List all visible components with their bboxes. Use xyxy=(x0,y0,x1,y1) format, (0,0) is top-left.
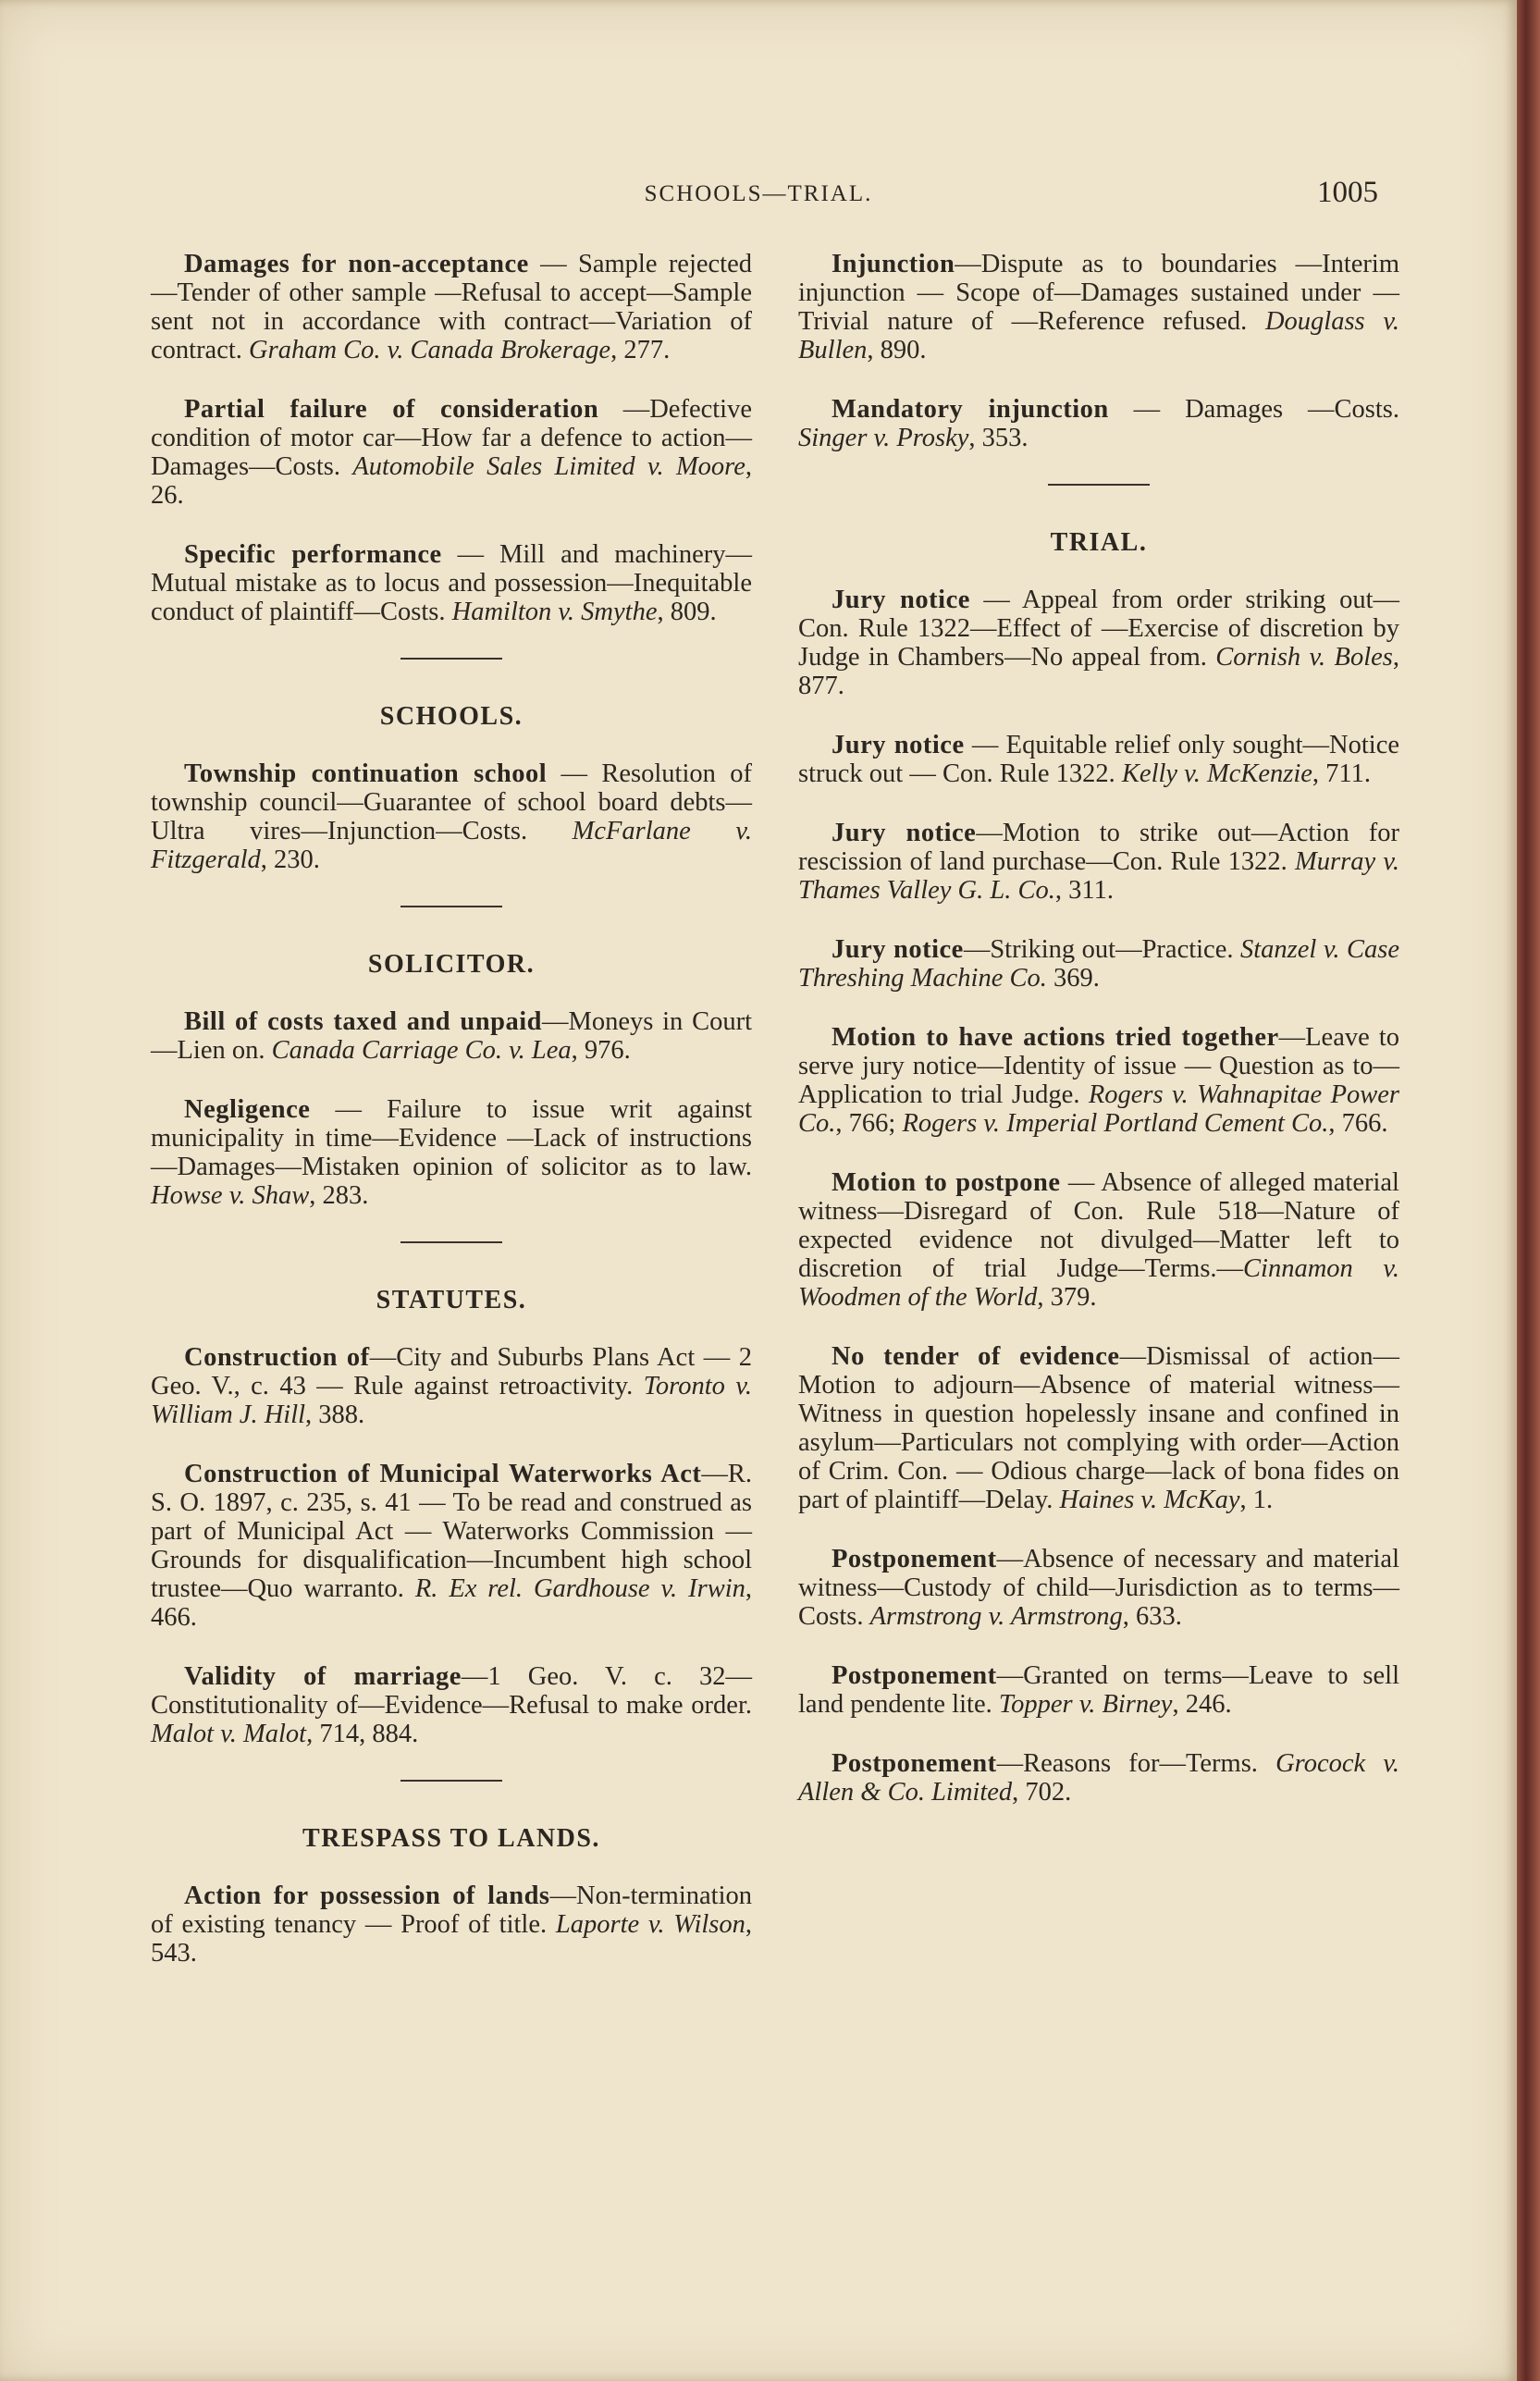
case-citation: Automobile Sales Limited v. Moore xyxy=(352,452,745,481)
case-citation: Graham Co. v. Canada Brokerage xyxy=(249,336,611,364)
section-title: TRIAL. xyxy=(1050,528,1148,557)
page-reference: , 543. xyxy=(151,1910,753,1968)
case-citation: Howse v. Shaw xyxy=(151,1181,310,1210)
entry-heading: Township continuation school xyxy=(184,759,548,788)
index-entry xyxy=(798,1545,1399,1631)
entry-group xyxy=(151,1343,752,1748)
entry-heading: Jury notice xyxy=(832,819,977,847)
index-entry xyxy=(151,250,752,364)
section-divider xyxy=(400,658,502,660)
entry-heading: Specific performance xyxy=(184,540,442,569)
entry-text: —Reasons for—Terms. xyxy=(996,1749,1276,1778)
case-citation: R. Ex rel. Gardhouse v. Irwin xyxy=(414,1574,745,1603)
entry-group xyxy=(798,586,1399,1807)
page-reference: , 379. xyxy=(1037,1283,1097,1312)
entry-text: — Failure to issue writ against municipality in time—Evidence —Lack of instructions—Damages—Mistaken opinion of solicitor as to law. xyxy=(151,1095,752,1181)
page-reference: , 26. xyxy=(151,452,752,510)
page-reference: , 877. xyxy=(798,643,1399,700)
entry-text: —Striking out—Practice. xyxy=(963,935,1240,964)
entry-group xyxy=(151,250,752,626)
entry-text: —Absence of necessary and material witness—Custody of child—Jurisdiction as to terms—Costs. xyxy=(798,1545,1399,1631)
index-entry xyxy=(798,731,1399,788)
index-entry xyxy=(798,1749,1399,1807)
entry-heading: Negligence xyxy=(184,1095,311,1124)
page-reference: , 702. xyxy=(1012,1778,1072,1807)
entry-heading: Injunction xyxy=(832,250,955,278)
case-citation: Topper v. Birney xyxy=(998,1690,1173,1719)
book-binding-edge xyxy=(1517,0,1540,2381)
entry-text: —Defective condition of motor car—How far a defence to action—Damages—Costs. xyxy=(151,395,752,481)
case-citation: Cornish v. Boles xyxy=(1215,643,1393,672)
case-citation: Grocock v. Allen & Co. Limited xyxy=(798,1749,1399,1807)
section-title: TRESPASS TO LANDS. xyxy=(302,1824,600,1853)
page-reference: , 976. xyxy=(571,1036,631,1065)
index-entry xyxy=(151,540,752,626)
section-title: SOLICITOR. xyxy=(367,950,536,979)
page-reference: , 766. xyxy=(1328,1109,1388,1138)
entry-text: — Sample rejected—Tender of other sample —Refusal to accept—Sample sent not in accordance with contract—Variation of contract. xyxy=(151,250,752,364)
page-reference: , 246. xyxy=(1172,1690,1232,1719)
entry-heading: Jury notice xyxy=(832,935,964,964)
entry-text: —City and Suburbs Plans Act — 2 Geo. V., c. 43 — Rule against retroactivity. xyxy=(151,1343,753,1400)
section-divider xyxy=(400,1241,502,1243)
case-citation: Kelly v. McKenzie xyxy=(1121,759,1312,788)
entry-text: —Dismissal of action—Motion to adjourn—Absence of material witness—Witness in question hopelessly insane and confined in asylum—Particulars not complying with order—Action of Crim. Con. — Odious charge—lack of bona fides on part of plaintiff—Delay. xyxy=(798,1342,1399,1514)
entry-heading: No tender of evidence xyxy=(832,1342,1120,1371)
entry-heading: Motion to have actions tried together xyxy=(832,1023,1279,1052)
entry-heading: Motion to postpone xyxy=(832,1168,1061,1197)
entry-text: —Non-termination of existing tenancy — Proof of title. xyxy=(151,1881,752,1939)
entry-heading: Action for possession of lands xyxy=(184,1881,550,1910)
index-entry xyxy=(151,1662,752,1748)
entry-text: — Appeal from order striking out—Con. Rule 1322—Effect of —Exercise of discretion by Judge in Chambers—No appeal from. xyxy=(798,586,1399,672)
page-reference: , 230. xyxy=(260,845,320,874)
case-citation: Toronto v. William J. Hill xyxy=(151,1372,752,1429)
case-citation: Stanzel v. Case Threshing Machine Co. xyxy=(798,935,1399,993)
entry-heading: Postponement xyxy=(832,1749,997,1778)
entry-heading: Validity of marriage xyxy=(184,1662,462,1691)
index-entry xyxy=(798,1661,1399,1719)
entry-heading: Damages for non-acceptance xyxy=(184,250,529,278)
entry-text: — Resolution of township council—Guarantee of school board debts—Ultra vires—Injunction—Costs. xyxy=(151,759,752,845)
entry-text: —Moneys in Court—Lien on. xyxy=(151,1007,753,1065)
case-citation: Rogers v. Wahnapitae Power Co. xyxy=(798,1080,1399,1138)
index-entry xyxy=(151,759,752,874)
page-reference: , 633. xyxy=(1122,1602,1182,1631)
page-reference: , 466. xyxy=(151,1574,752,1632)
page-reference: , 1. xyxy=(1239,1486,1274,1514)
case-citation: Haines v. McKay xyxy=(1059,1486,1240,1514)
page-reference: , 809. xyxy=(657,598,717,626)
index-entry xyxy=(151,1007,752,1065)
index-entry xyxy=(798,1023,1399,1138)
entry-group xyxy=(798,250,1399,452)
page-reference: 369. xyxy=(1046,964,1100,993)
entry-text: —Motion to strike out—Action for rescission of land purchase—Con. Rule 1322. xyxy=(798,819,1399,876)
entry-text: —1 Geo. V. c. 32—Constitutionality of—Evidence—Refusal to make order. xyxy=(151,1662,752,1720)
page-number: 1005 xyxy=(1317,176,1378,209)
page-reference: , 311. xyxy=(1054,876,1114,905)
entry-heading: Partial failure of consideration xyxy=(184,395,599,424)
case-citation: Canada Carriage Co. v. Lea xyxy=(271,1036,572,1065)
section-title: SCHOOLS. xyxy=(379,702,524,731)
index-entry xyxy=(798,1342,1399,1514)
entry-text: — Absence of alleged material witness—Disregard of Con. Rule 518—Nature of expected evidence not divulged—Matter left to discretion of trial Judge—Terms.— xyxy=(798,1168,1399,1283)
case-citation: Armstrong v. Armstrong xyxy=(869,1602,1123,1631)
entry-text: — Equitable relief only sought—Notice struck out — Con. Rule 1322. xyxy=(798,731,1399,788)
entry-heading: Construction of xyxy=(184,1343,370,1372)
section-title: STATUTES. xyxy=(376,1286,527,1314)
entry-heading: Postponement xyxy=(832,1661,997,1690)
case-citation: Murray v. Thames Valley G. L. Co. xyxy=(798,847,1400,905)
case-citation: Rogers v. Imperial Portland Cement Co. xyxy=(902,1109,1329,1138)
entry-text: — Mill and machinery—Mutual mistake as to locus and possession—Inequitable conduct of plaintiff—Costs. xyxy=(151,540,752,626)
case-citation: Singer v. Prosky xyxy=(798,424,969,452)
section-divider xyxy=(400,906,502,907)
case-citation: Malot v. Malot xyxy=(151,1720,307,1748)
case-citation: Cinnamon v. Woodmen of the World xyxy=(798,1254,1399,1312)
page-reference: , 388. xyxy=(305,1400,365,1429)
entry-text: — Damages —Costs. xyxy=(1108,395,1399,424)
entry-text: —Dispute as to boundaries —Interim injunction — Scope of—Damages sustained under — Trivial nature of —Reference refused. xyxy=(798,250,1399,336)
section-divider xyxy=(400,1780,502,1782)
page-reference: , 890. xyxy=(867,336,927,364)
index-entry xyxy=(798,819,1399,905)
case-citation: McFarlane v. Fitzgerald xyxy=(151,817,752,874)
entry-group xyxy=(151,1881,752,1968)
index-entry xyxy=(151,1095,752,1210)
index-entry xyxy=(798,250,1399,364)
entry-heading: Jury notice xyxy=(832,731,965,759)
index-entry xyxy=(798,1168,1399,1312)
case-citation: Hamilton v. Smythe xyxy=(451,598,658,626)
page-reference: , 353. xyxy=(968,424,1029,452)
page-reference: , 766; xyxy=(835,1109,903,1138)
entry-heading: Jury notice xyxy=(832,586,970,614)
index-entry xyxy=(151,1343,752,1429)
entry-heading: Construction of Municipal Waterworks Act xyxy=(184,1460,702,1488)
case-citation: Douglass v. Bullen xyxy=(798,307,1399,364)
entry-heading: Postponement xyxy=(832,1545,997,1573)
page-reference: , 277. xyxy=(610,336,671,364)
left-column xyxy=(151,250,752,1998)
index-entry xyxy=(151,395,752,510)
case-citation: Laporte v. Wilson xyxy=(555,1910,745,1939)
entry-text: —Leave to serve jury notice—Identity of issue — Question as to—Application to trial Judge. xyxy=(798,1023,1399,1109)
page-reference: , 711. xyxy=(1312,759,1371,788)
running-head: SCHOOLS—TRIAL. xyxy=(644,181,873,206)
right-column xyxy=(798,250,1399,1837)
entry-text: —R. S. O. 1897, c. 235, s. 41 — To be read and construed as part of Municipal Act — Waterworks Commission — Grounds for disqualification—Incumbent high school trustee—Quo warranto. xyxy=(151,1460,752,1603)
index-entry xyxy=(151,1460,752,1632)
index-entry xyxy=(798,586,1399,700)
index-entry xyxy=(798,935,1399,993)
entry-heading: Mandatory injunction xyxy=(832,395,1109,424)
entry-group xyxy=(151,1007,752,1210)
entry-text: —Granted on terms—Leave to sell land pendente lite. xyxy=(798,1661,1399,1719)
entry-heading: Bill of costs taxed and unpaid xyxy=(184,1007,543,1036)
section-divider xyxy=(1048,484,1150,486)
page-reference: , 714, 884. xyxy=(306,1720,419,1748)
entry-group xyxy=(151,759,752,874)
page-reference: , 283. xyxy=(309,1181,369,1210)
index-entry xyxy=(151,1881,752,1968)
index-entry xyxy=(798,395,1399,452)
